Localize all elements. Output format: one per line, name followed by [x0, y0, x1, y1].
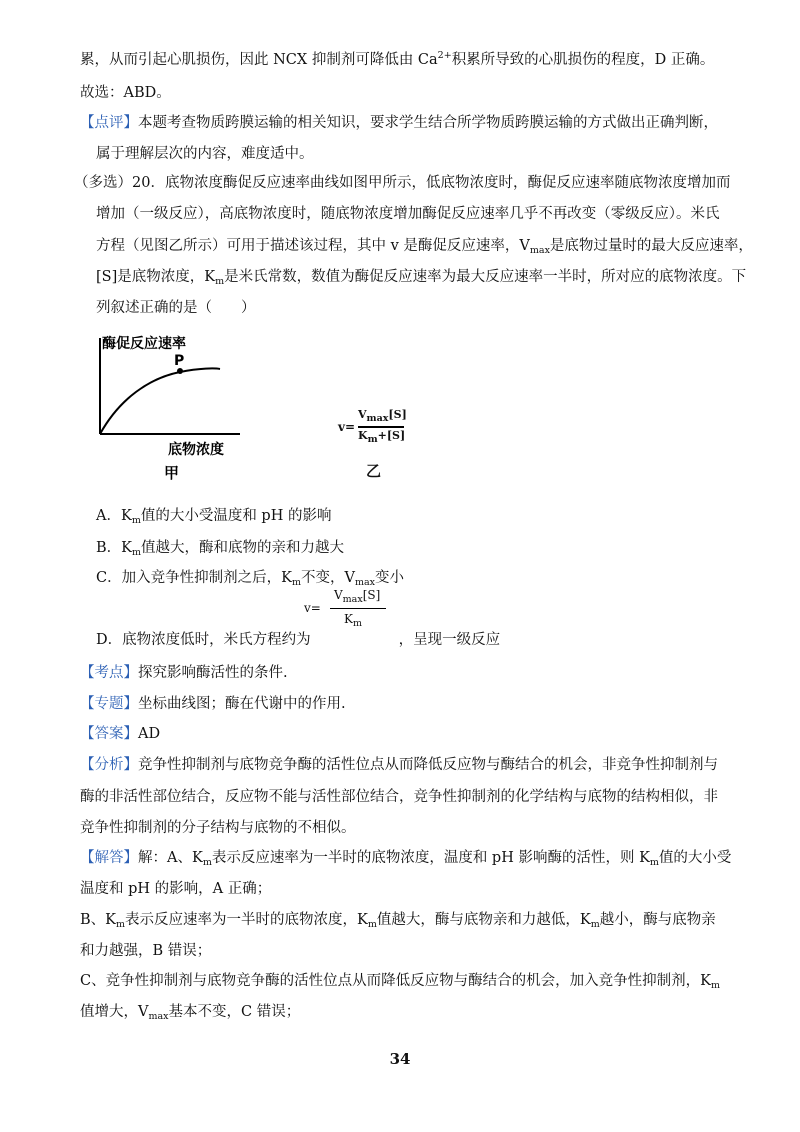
fenxi-line: 酶的非活性部位结合，反应物不能与活性部位结合，竞争性抑制剂的化学结构与底物的结构相似，非 — [80, 789, 718, 805]
page-number: 34 — [389, 1050, 411, 1068]
point-label: P — [174, 353, 185, 369]
figure-caption: 甲 — [164, 464, 180, 482]
kaodian-line: 【考点】探究影响酶活性的条件. — [80, 665, 288, 681]
review-line: 【点评】本题考查物质跨膜运输的相关知识，要求学生结合所学物质跨膜运输的方式做出正确判断， — [80, 115, 718, 131]
zhuanti-line: 【专题】坐标曲线图；酶在代谢中的作用. — [80, 696, 346, 712]
text-line: 故选：ABD。 — [80, 85, 171, 101]
question-line: 列叙述正确的是（ ） — [96, 300, 256, 316]
question-line: 方程（见图乙所示）可用于描述该过程，其中 v 是酶促反应速率，$V_{max}$是底物过量时的最大反应速率， — [96, 238, 753, 256]
numerator: $V_{max}[S]$ — [334, 588, 381, 605]
jieda-line: B、$K_m$表示反应速率为一半时的底物浓度，$K_m$值越大，酶与底物亲和力越低，$K_m$越小，酶与底物亲 — [80, 912, 716, 930]
fenxi-line: 竞争性抑制剂的分子结构与底物的不相似。 — [80, 820, 356, 836]
fraction-bar — [330, 608, 386, 609]
numerator: $V_{max}[S]$ — [358, 408, 407, 424]
option-c: C．加入竞争性抑制剂之后，$K_m$不变，$V_{max}$变小 — [96, 570, 404, 588]
denominator: $K_m$ — [344, 612, 362, 629]
answer-line: 【答案】AD — [80, 726, 161, 742]
jieda-line: 【解答】解：A、$K_m$表示反应速率为一半时的底物浓度，温度和 pH 影响酶的活性，则 $K_m$值的大小受 — [80, 850, 732, 868]
denominator: $K_m+[S]$ — [358, 429, 406, 445]
x-axis-label: 底物浓度 — [168, 442, 224, 458]
question-line: 增加（一级反应），高底物浓度时，随底物浓度增加酶促反应速率几乎不再改变（零级反应）。米氏 — [96, 206, 720, 222]
fenxi-line: 【分析】竞争性抑制剂与底物竞争酶的活性位点从而降低反应物与酶结合的机会，非竞争性抑制剂与 — [80, 757, 718, 773]
equation-low-substrate: v= $V_{max}[S]$ $K_m$ — [304, 588, 394, 636]
y-axis-label: 酶促反应速率 — [102, 336, 186, 352]
review-tag: 【点评】 — [80, 115, 138, 131]
question-line: [S]是底物浓度，$K_m$是米氏常数，数值为酶促反应速率为最大反应速率一半时，所对应的底物浓度。下 — [96, 269, 747, 287]
text-line: 累，从而引起心肌损伤，因此 NCX 抑制剂可降低由 $Ca^{2+}$积累所导致的心肌损伤的程度，D 正确。 — [80, 50, 715, 68]
jieda-line: 值增大，$V_{max}$基本不变，C 错误； — [80, 1004, 301, 1022]
figure-jia — [90, 328, 260, 488]
fraction-bar — [358, 426, 404, 428]
jieda-line: 温度和 pH 的影响，A 正确； — [80, 881, 272, 897]
text-line: 属于理解层次的内容，难度适中。 — [96, 146, 314, 162]
option-a: A．$K_m$值的大小受温度和 pH 的影响 — [96, 508, 332, 526]
jieda-line: 和力越强，B 错误； — [80, 943, 212, 959]
question-line: （多选）20．底物浓度酶促反应速率曲线如图甲所示，低底物浓度时，酶促反应速率随底物浓度增加而 — [74, 175, 731, 191]
rate-curve — [100, 368, 220, 434]
equation-michaelis: v= $V_{max}[S]$ $K_m+[S]$ — [338, 408, 407, 445]
option-d: D．底物浓度低时，米氏方程约为 ，呈现一级反应 — [96, 632, 501, 648]
option-b: B．$K_m$值越大，酶和底物的亲和力越大 — [96, 540, 345, 558]
jieda-line: C、竞争性抑制剂与底物竞争酶的活性位点从而降低反应物与酶结合的机会，加入竞争性抑制剂，$K_m$ — [80, 973, 720, 991]
figure-caption: 乙 — [366, 462, 382, 480]
